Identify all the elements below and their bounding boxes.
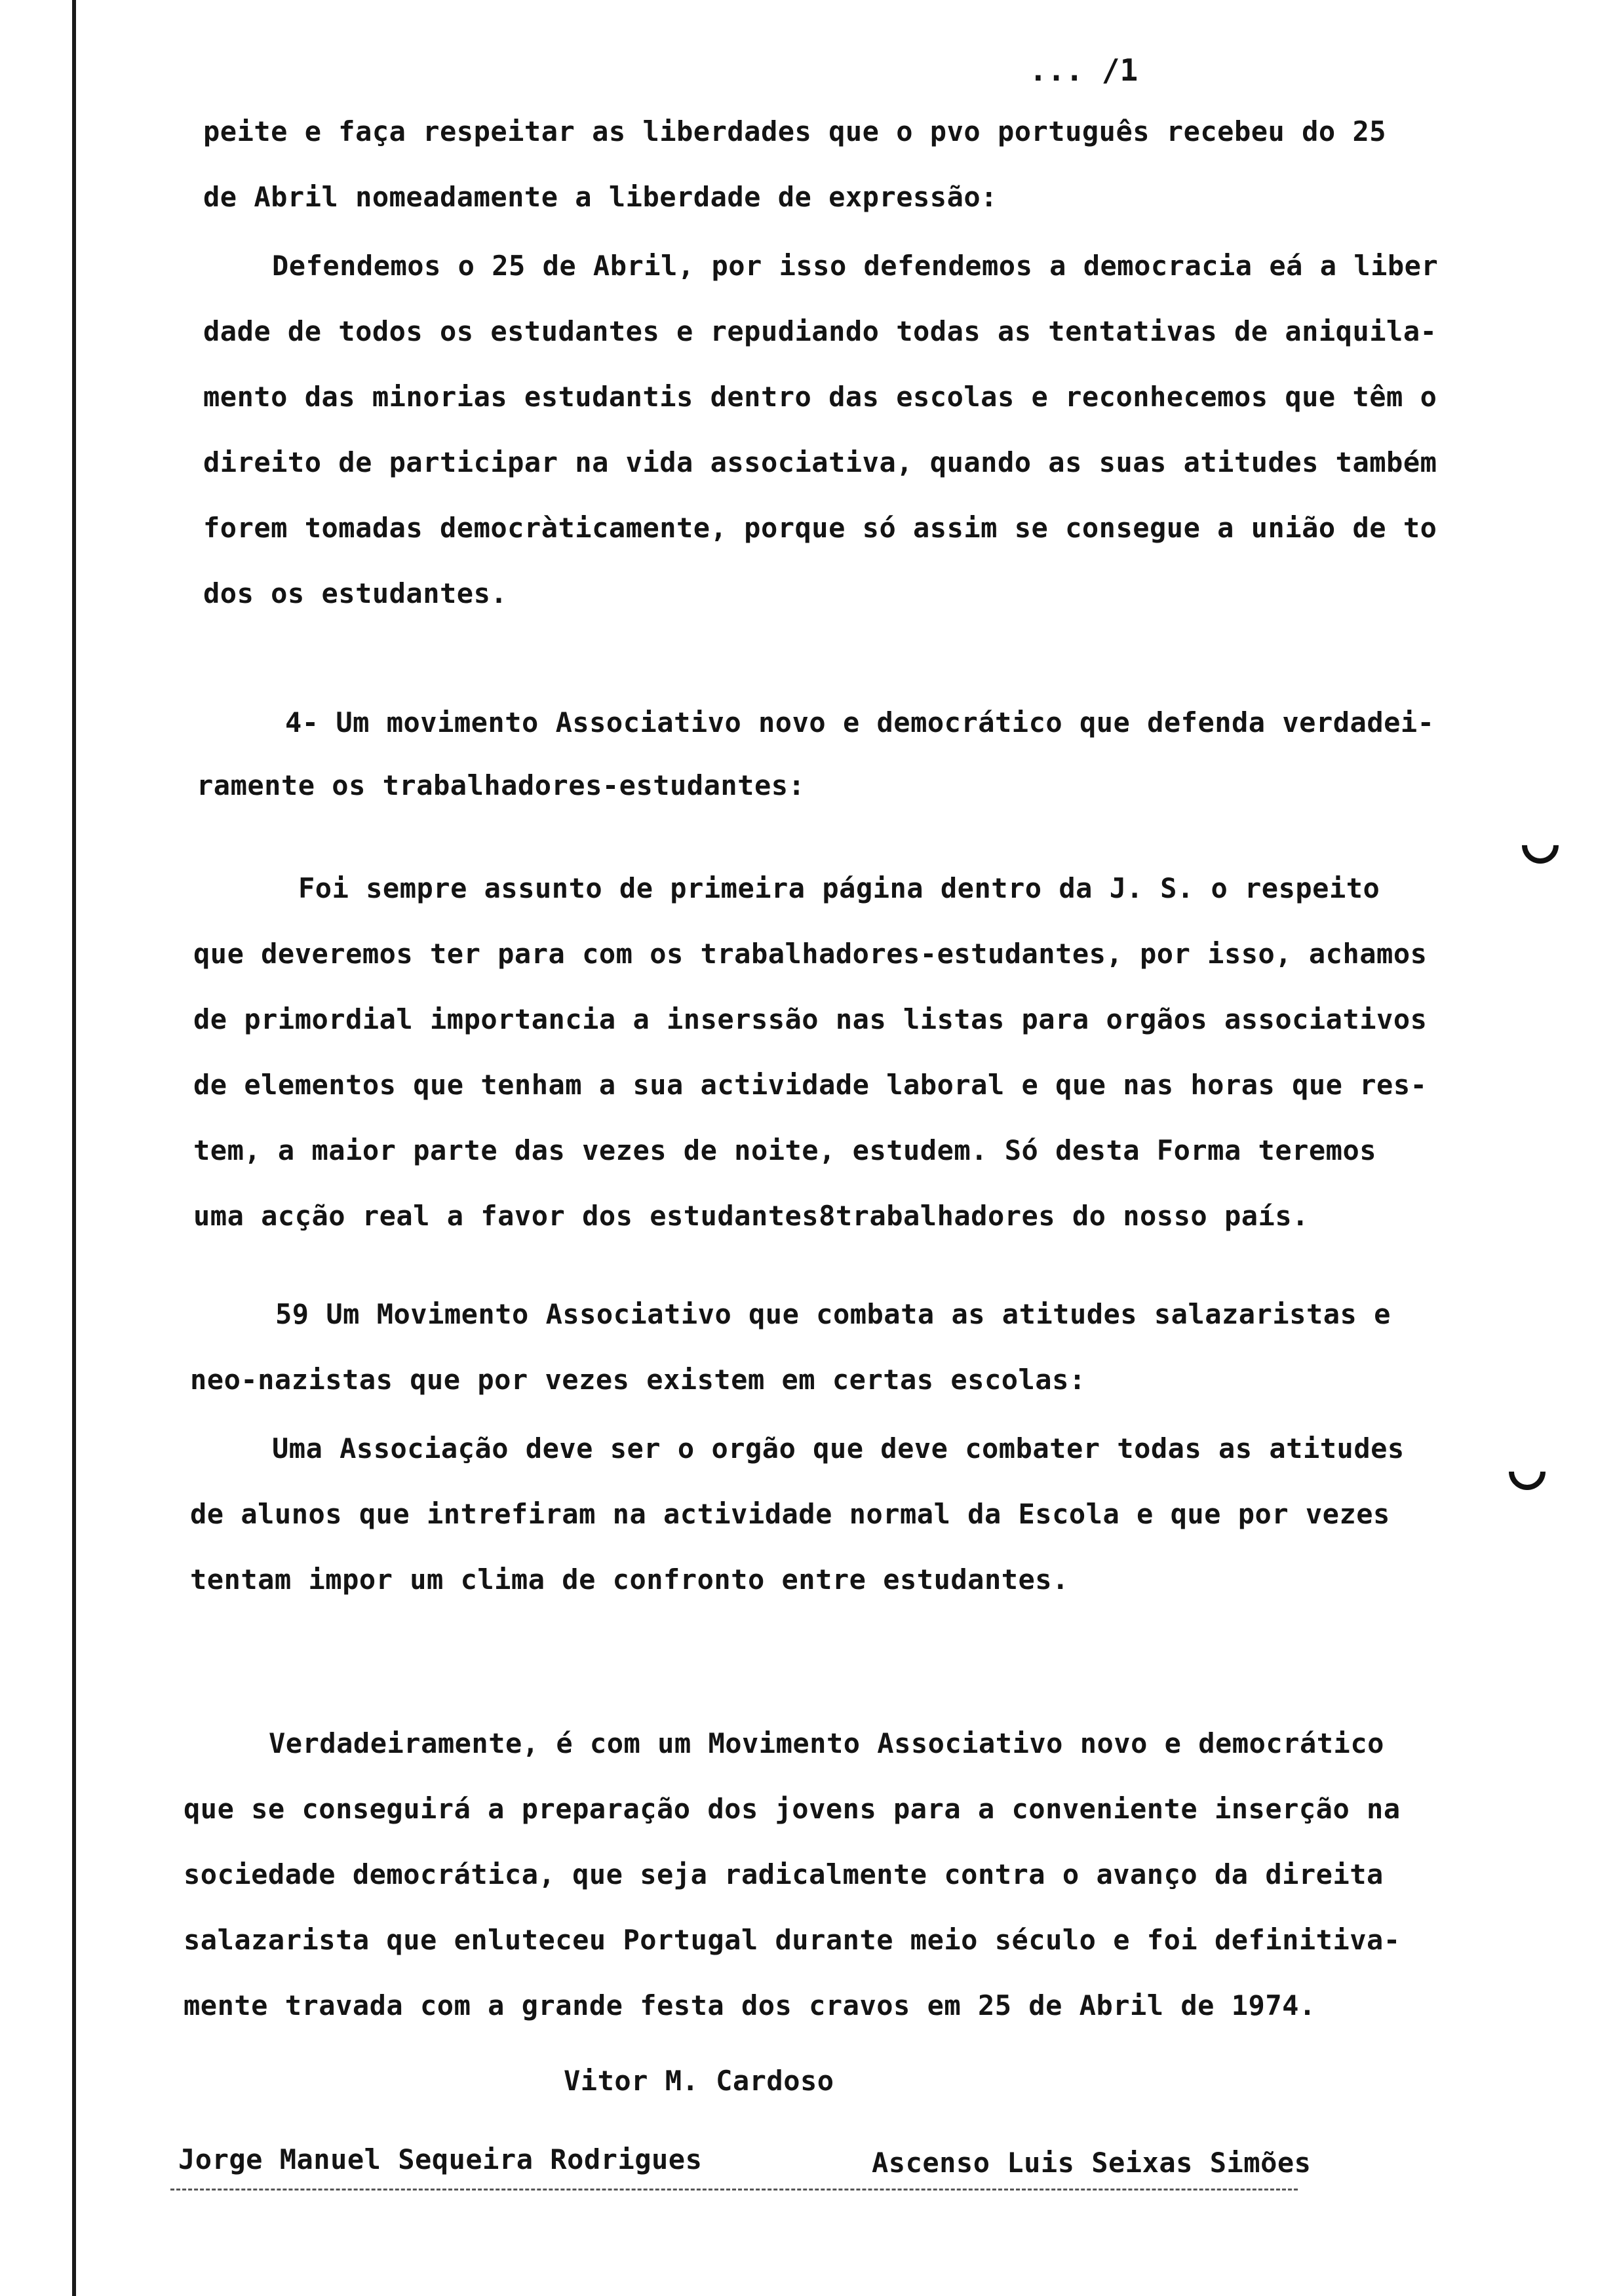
- page-number: ... /1: [1029, 52, 1138, 88]
- signature-name: Jorge Manuel Sequeira Rodrigues: [178, 2143, 703, 2175]
- text-line: direito de participar na vida associativa, quando as suas atitudes também: [203, 446, 1437, 478]
- text-line: salazarista que enluteceu Portugal durante meio século e foi definitiva-: [184, 1924, 1401, 1956]
- text-line: Verdadeiramente, é com um Movimento Associativo novo e democrático: [269, 1727, 1384, 1759]
- text-line: que deveremos ter para com os trabalhadores-estudantes, por isso, achamos: [193, 938, 1428, 970]
- punch-hole-mark: [1501, 1445, 1553, 1497]
- text-line: mente travada com a grande festa dos cravos em 25 de Abril de 1974.: [184, 1989, 1316, 2021]
- text-line: de elementos que tenham a sua actividade laboral e que nas horas que res-: [193, 1069, 1428, 1101]
- section-heading: 59 Um Movimento Associativo que combata as atitudes salazaristas e: [275, 1298, 1391, 1330]
- text-line: tentam impor um clima de confronto entre estudantes.: [190, 1563, 1069, 1596]
- text-line: de alunos que intrefiram na actividade normal da Escola e que por vezes: [190, 1498, 1390, 1530]
- text-line: de primordial importancia a inserssão nas listas para orgãos associativos: [193, 1003, 1428, 1035]
- signature-line: [170, 2189, 1298, 2191]
- section-heading: neo-nazistas que por vezes existem em certas escolas:: [190, 1364, 1086, 1396]
- punch-hole-mark: [1514, 819, 1566, 871]
- text-line: de Abril nomeadamente a liberdade de expressão:: [203, 181, 998, 213]
- text-line: forem tomadas democràticamente, porque só assim se consegue a união de to: [203, 512, 1437, 544]
- page-edge: [72, 0, 76, 2296]
- section-heading: 4- Um movimento Associativo novo e democrático que defenda verdadei-: [285, 706, 1435, 738]
- text-line: mento das minorias estudantis dentro das escolas e reconhecemos que têm o: [203, 381, 1437, 413]
- text-line: dos os estudantes.: [203, 577, 508, 609]
- text-line: tem, a maior parte das vezes de noite, estudem. Só desta Forma teremos: [193, 1134, 1377, 1166]
- text-line: dade de todos os estudantes e repudiando todas as tentativas de aniquila-: [203, 315, 1437, 347]
- text-line: uma acção real a favor dos estudantes8trabalhadores do nosso país.: [193, 1200, 1309, 1232]
- text-line: Defendemos o 25 de Abril, por isso defendemos a democracia eá a liber: [272, 250, 1439, 282]
- text-line: sociedade democrática, que seja radicalmente contra o avanço da direita: [184, 1858, 1384, 1890]
- text-line: peite e faça respeitar as liberdades que o pvo português recebeu do 25: [203, 115, 1387, 147]
- text-line: Uma Associação deve ser o orgão que deve combater todas as atitudes: [272, 1432, 1405, 1464]
- text-line: Foi sempre assunto de primeira página dentro da J. S. o respeito: [298, 872, 1380, 904]
- section-heading: ramente os trabalhadores-estudantes:: [197, 769, 806, 801]
- text-line: que se conseguirá a preparação dos jovens para a conveniente inserção na: [184, 1793, 1401, 1825]
- signature-name: Ascenso Luis Seixas Simões: [872, 2147, 1312, 2179]
- signature-name: Vitor M. Cardoso: [564, 2065, 834, 2097]
